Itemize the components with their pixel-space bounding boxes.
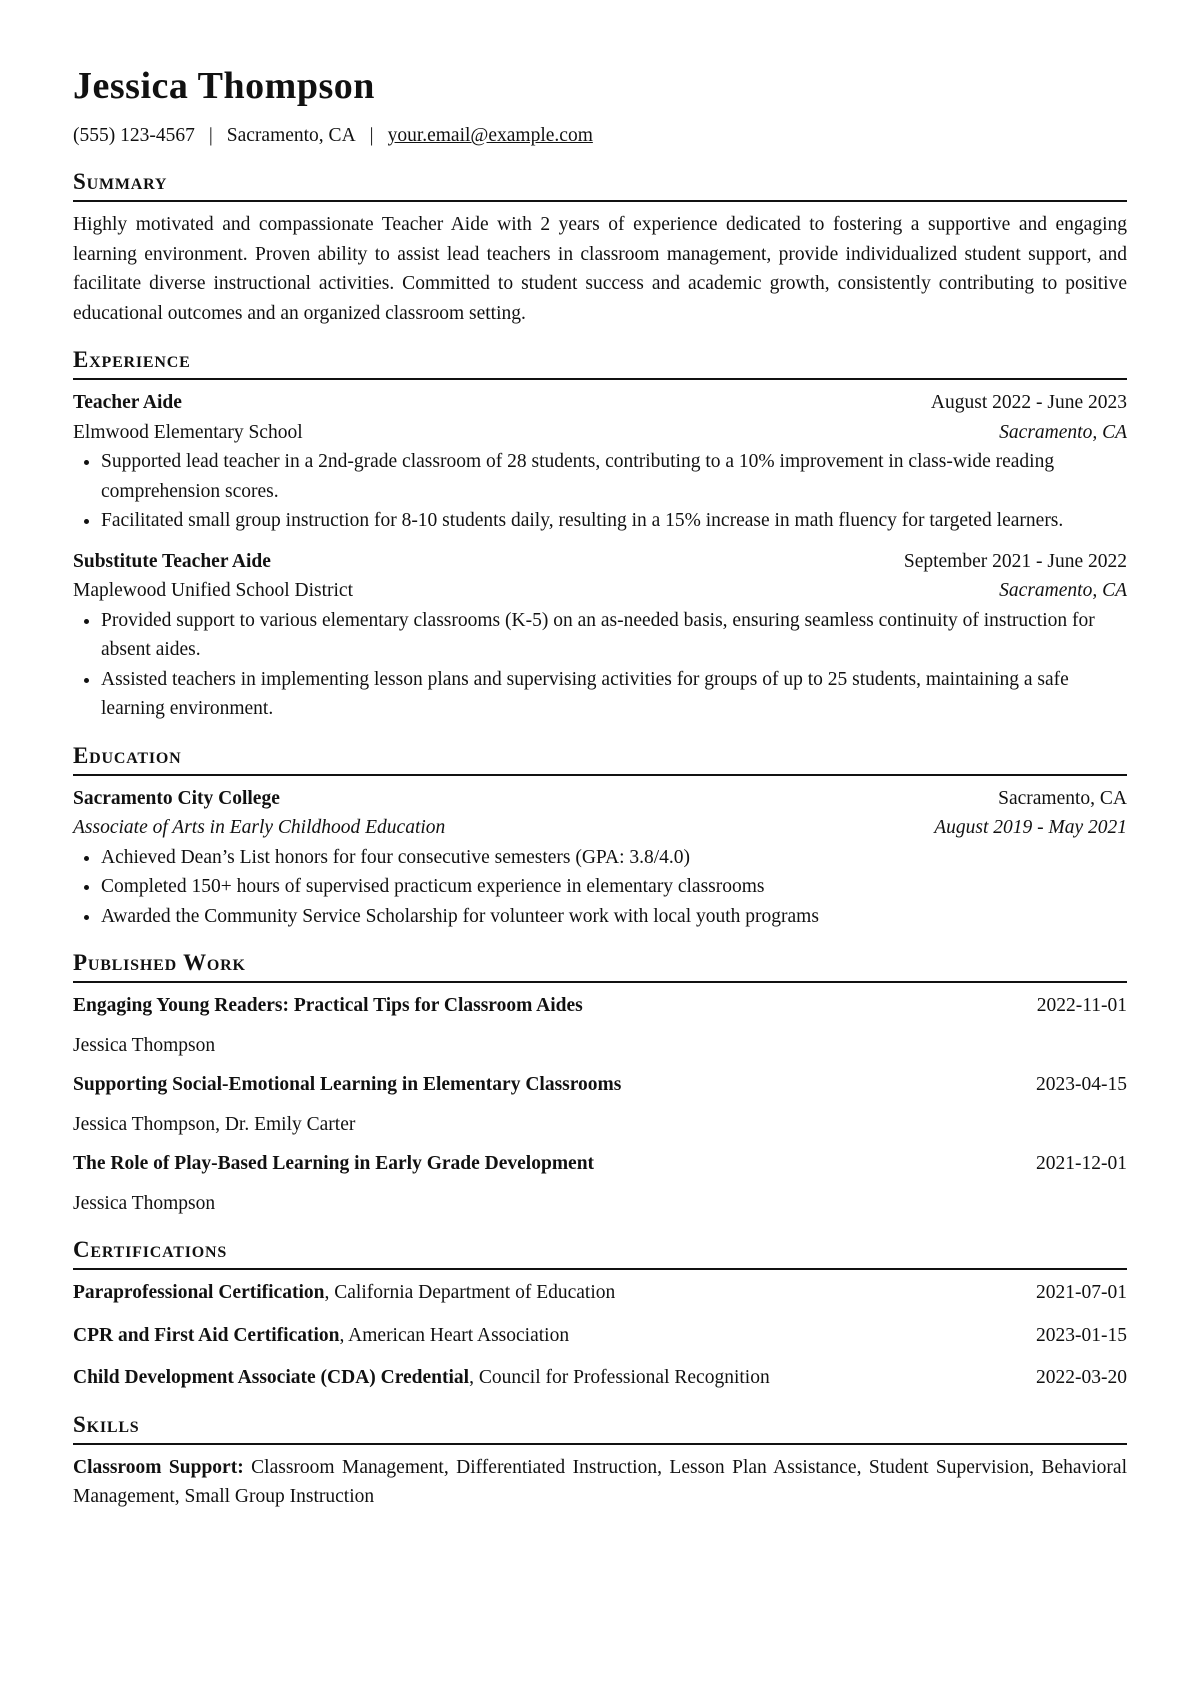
experience-bullets xyxy=(73,447,1127,536)
contact-line xyxy=(73,122,1127,150)
experience-entry xyxy=(73,547,1127,724)
degree: Associate of Arts in Early Childhood Education xyxy=(73,817,446,838)
publication-authors: Jessica Thompson, Dr. Emily Carter xyxy=(73,1113,356,1135)
certification-date: 2021-07-01 xyxy=(1036,1282,1127,1303)
section-heading-experience: Experience xyxy=(73,345,1127,380)
email-link[interactable]: your.email@example.com xyxy=(387,125,593,146)
school-name: Sacramento City College xyxy=(73,787,280,809)
certification-name-line xyxy=(73,1278,615,1308)
education-entry xyxy=(73,784,1127,932)
skills-line xyxy=(73,1453,1127,1512)
publication-header xyxy=(73,991,1127,1021)
certification-row xyxy=(73,1363,1127,1393)
location: Sacramento, CA xyxy=(226,125,356,146)
resume-page xyxy=(73,58,1127,1512)
section-heading-published-work: Published Work xyxy=(73,948,1127,983)
publication-date: 2021-12-01 xyxy=(1036,1153,1127,1174)
certification-issuer: , California Department of Education xyxy=(324,1282,616,1303)
separator: | xyxy=(369,125,374,146)
publication-title: The Role of Play-Based Learning in Early Grade Development xyxy=(73,1153,595,1174)
education-dates: August 2019 - May 2021 xyxy=(934,817,1127,838)
skills-text: Classroom Management, Differentiated Instruction, Lesson Plan Assistance, Student Supervision, Behavioral Management, Small Group Instruction xyxy=(73,1456,1127,1507)
certification-issuer: , Council for Professional Recognition xyxy=(469,1367,770,1388)
school-location: Sacramento, CA xyxy=(998,787,1127,809)
experience-entry xyxy=(73,388,1127,536)
certification-issuer: , American Heart Association xyxy=(339,1324,570,1346)
publication-header xyxy=(73,1070,1127,1100)
section-heading-education: Education xyxy=(73,741,1127,776)
certification-name: CPR and First Aid Certification xyxy=(73,1324,340,1346)
experience-bullet: • Facilitated small group instruction for 8-10 students daily, resulting in a 15% increase in math fluency for targeted learners. xyxy=(101,506,1127,536)
certification-date: 2023-01-15 xyxy=(1036,1324,1127,1346)
experience-header xyxy=(73,388,1127,418)
skills-label: Classroom Support: xyxy=(73,1456,244,1478)
job-location: Sacramento, CA xyxy=(999,580,1127,601)
publication-title: Supporting Social-Emotional Learning in Elementary Classrooms xyxy=(73,1074,622,1095)
experience-subheader xyxy=(73,576,1127,606)
experience-bullets xyxy=(73,606,1127,724)
section-heading-certifications: Certifications xyxy=(73,1235,1127,1270)
certification-row xyxy=(73,1278,1127,1308)
certification-date: 2022-03-20 xyxy=(1036,1367,1127,1388)
candidate-name: Jessica Thompson xyxy=(73,65,375,107)
publication-authors: Jessica Thompson xyxy=(73,1192,216,1214)
job-dates: August 2022 - June 2023 xyxy=(930,392,1127,413)
experience-subheader xyxy=(73,418,1127,448)
experience-bullet: • Assisted teachers in implementing lesson plans and supervising activities for groups of up to 25 students, maintaining a safe learning environment. xyxy=(101,665,1127,724)
section-heading-skills: Skills xyxy=(73,1410,1127,1445)
certification-name-line xyxy=(73,1321,569,1351)
employer: Maplewood Unified School District xyxy=(73,580,353,601)
job-title: Substitute Teacher Aide xyxy=(73,550,271,572)
employer: Elmwood Elementary School xyxy=(73,421,303,443)
certification-name-line xyxy=(73,1363,770,1393)
publication-header xyxy=(73,1149,1127,1179)
experience-header xyxy=(73,547,1127,577)
publication-date: 2023-04-15 xyxy=(1036,1074,1127,1095)
phone: (555) 123-4567 xyxy=(73,125,195,146)
publication-title: Engaging Young Readers: Practical Tips for Classroom Aides xyxy=(73,995,583,1016)
job-location: Sacramento, CA xyxy=(999,421,1127,443)
education-bullet: • Completed 150+ hours of supervised practicum experience in elementary classrooms xyxy=(101,872,1127,902)
summary-text: Highly motivated and compassionate Teacher Aide with 2 years of experience dedicated to fostering a supportive and engaging learning environment. Proven ability to assist lead teachers in classroom management, provide individualized student support, and facilitate diverse instructional activities. Committed to student success and academic growth, consistently contributing to positive educational outcomes and an organized classroom setting. xyxy=(73,214,1127,324)
section-heading-summary: Summary xyxy=(73,167,1127,202)
education-bullet: • Achieved Dean’s List honors for four consecutive semesters (GPA: 3.8/4.0) xyxy=(101,843,1127,873)
experience-bullet: • Supported lead teacher in a 2nd-grade classroom of 28 students, contributing to a 10% improvement in class-wide reading comprehension scores. xyxy=(101,447,1127,506)
publication-authors: Jessica Thompson xyxy=(73,1034,216,1056)
separator: | xyxy=(208,125,213,146)
education-bullet: • Awarded the Community Service Scholarship for volunteer work with local youth programs xyxy=(101,902,1127,932)
job-dates: September 2021 - June 2022 xyxy=(903,550,1127,572)
experience-bullet: • Provided support to various elementary classrooms (K-5) on an as-needed basis, ensuring seamless continuity of instruction for absent aides. xyxy=(101,606,1127,665)
certification-row xyxy=(73,1321,1127,1351)
certification-name: Paraprofessional Certification xyxy=(73,1282,325,1303)
certification-name: Child Development Associate (CDA) Credential xyxy=(73,1367,470,1388)
publication-date: 2022-11-01 xyxy=(1036,995,1127,1016)
job-title: Teacher Aide xyxy=(73,392,182,413)
